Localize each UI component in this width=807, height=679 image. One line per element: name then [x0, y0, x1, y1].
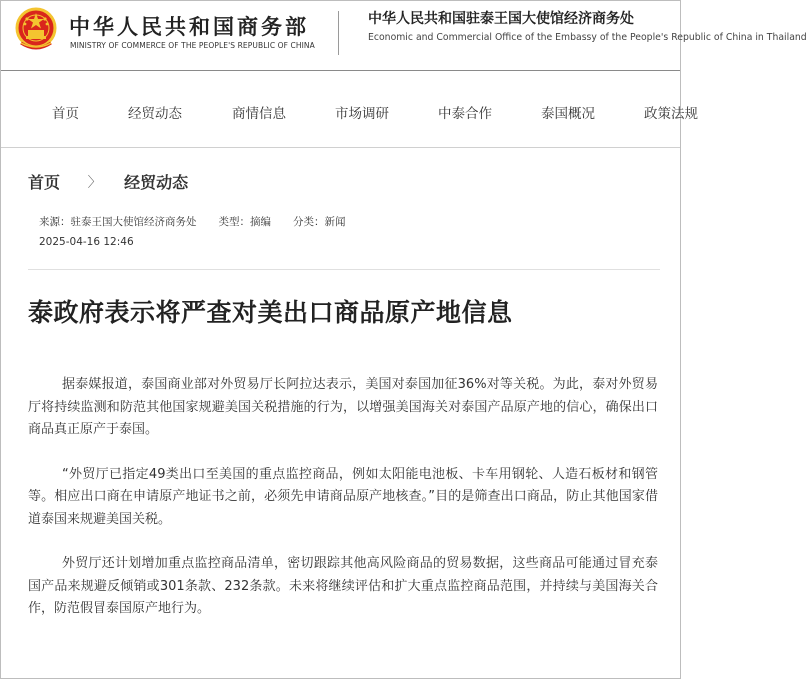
article-meta: [39, 214, 346, 229]
main-nav: [1, 71, 698, 147]
meta-source: 来源：驻泰王国大使馆经济商务处: [39, 216, 197, 228]
nav-divider-line: [1, 147, 680, 148]
nav-item-china-thailand-cooperation[interactable]: 中泰合作: [438, 106, 492, 122]
chevron-right-icon: 〉: [87, 174, 102, 191]
meta-divider-line: [28, 269, 660, 270]
meta-type: 类型：摘编: [218, 216, 271, 228]
nav-item-trade-news[interactable]: 经贸动态: [128, 106, 182, 122]
breadcrumb-current[interactable]: 经贸动态: [124, 173, 189, 192]
article-paragraph-2: “外贸厅已指定49类出口至美国的重点监控商品，例如太阳能电池板、卡车用钢轮、人造石板材和钢管等。相应出口商在申请原产地证书之前，必须先申请商品原产地核查。”目的是筛查出口商品，防止其他国家借道泰国来规避美国关税。: [28, 466, 658, 527]
nav-item-policies[interactable]: 政策法规: [644, 106, 698, 122]
national-emblem-icon[interactable]: [15, 7, 57, 51]
nav-item-thailand-overview[interactable]: 泰国概况: [541, 106, 595, 122]
article-paragraph-1: 据泰媒报道，泰国商业部对外贸易厅长阿拉达表示，美国对泰国加征36%对等关税。为此，泰对外贸易厅将持续监测和防范其他国家规避美国关税措施的行为，以增强美国海关对泰国产品原产地的信心，确保出口商品真正原产于泰国。: [28, 377, 658, 437]
site-header: [1, 1, 807, 70]
ministry-name-cn[interactable]: 中华人民共和国商务部: [69, 15, 309, 39]
ministry-name-en: MINISTRY OF COMMERCE OF THE PEOPLE'S REPUBLIC OF CHINA: [70, 41, 315, 50]
breadcrumb: [28, 170, 188, 193]
office-name-cn[interactable]: 中华人民共和国驻泰王国大使馆经济商务处: [368, 11, 634, 27]
article-title: 泰政府表示将严查对美出口商品原产地信息: [28, 298, 513, 327]
meta-date: 2025-04-16 12:46: [39, 236, 134, 248]
office-name-en: Economic and Commercial Office of the Embassy of the People's Republic of China in Thailand: [368, 32, 807, 43]
article-paragraph-3: 外贸厅还计划增加重点监控商品清单，密切跟踪其他高风险商品的贸易数据，这些商品可能通过冒充泰国产品来规避反倾销或301条款、232条款。未来将继续评估和扩大重点监控商品范围，并持续与美国海关合作，防范假冒泰国原产地行为。: [28, 556, 658, 616]
nav-item-market-research[interactable]: 市场调研: [335, 106, 389, 122]
breadcrumb-home[interactable]: 首页: [28, 173, 61, 192]
header-divider: [338, 11, 339, 55]
nav-item-business-info[interactable]: 商情信息: [232, 106, 286, 122]
meta-category: 分类：新闻: [293, 216, 346, 228]
nav-item-home[interactable]: 首页: [52, 106, 79, 122]
article-body: [28, 374, 658, 643]
